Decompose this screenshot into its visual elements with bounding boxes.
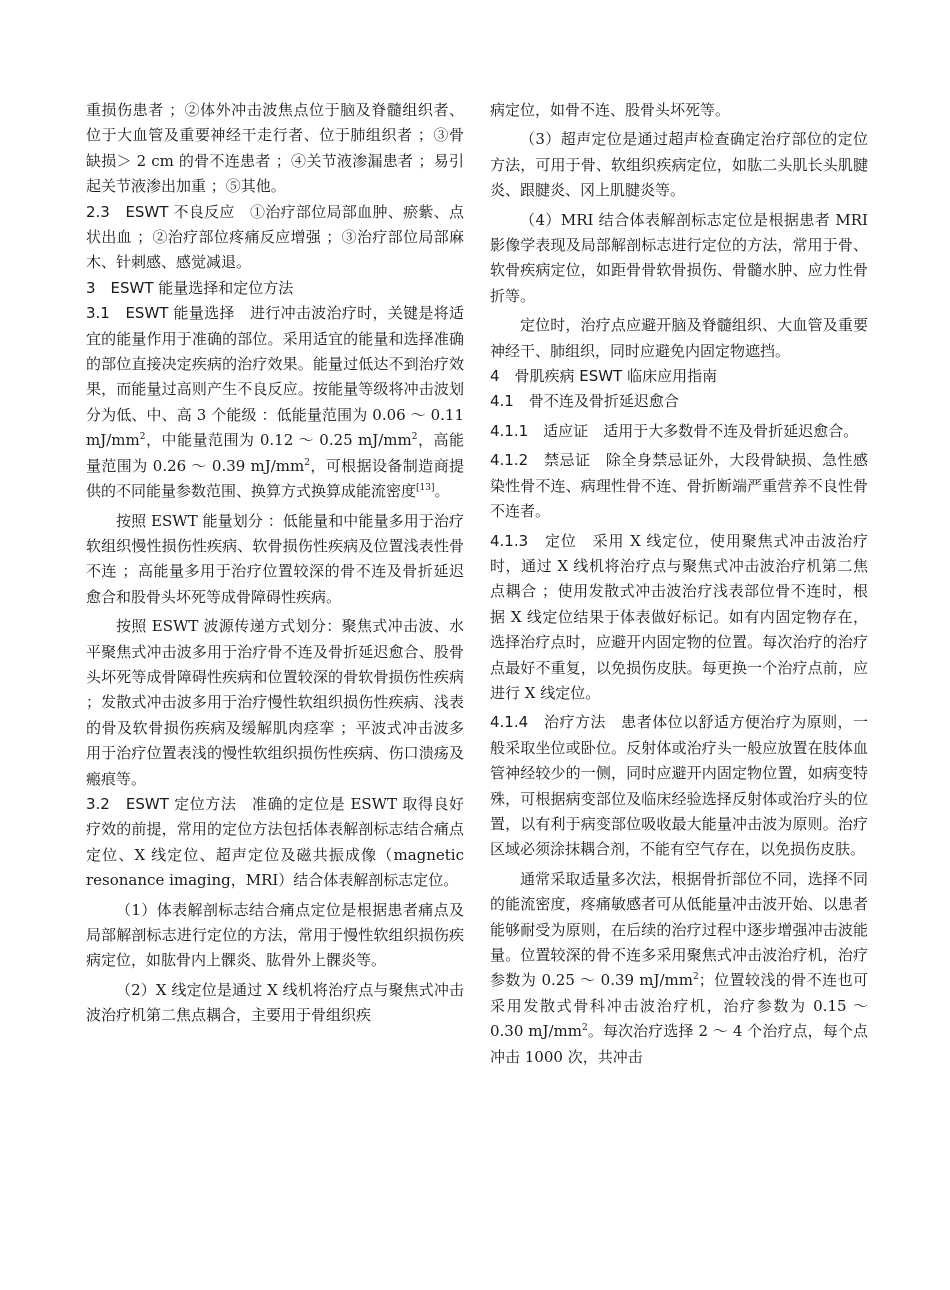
location-method-1: （1）体表解剖标志结合痛点定位是根据患者痛点及局部解剖标志进行定位的方法，常用于慢性软组织损伤疾病定位，如肱骨内上髁炎、肱骨外上髁炎等。 <box>86 900 464 970</box>
section-4-1-4-label: 4.1.4 治疗方法 <box>490 713 606 732</box>
right-column <box>490 98 868 1070</box>
section-3-2-label: 3.2 ESWT 定位方法 <box>86 794 237 813</box>
section-3-heading: 3 ESWT 能量选择和定位方法 <box>86 278 294 297</box>
section-4-1-1 <box>490 419 868 444</box>
section-4-1-1-label: 4.1.1 适应证 <box>490 421 589 440</box>
wave-source-paragraph: 按照 ESWT 波源传递方式划分：聚焦式冲击波、水平聚焦式冲击波多用于治疗骨不连及骨折延迟愈合、股骨头坏死等成骨障碍性疾病和位置较深的骨软骨损伤性疾病 ；发散式冲击波多用于治疗慢性软组织损伤性疾病、浅表的骨及软骨损伤疾病及缓解肌肉痉挛 ；平波式冲击波多用于治疗位置表浅的慢性软组织损伤性疾病、伤口溃疡及瘢痕等。 <box>86 617 464 788</box>
section-4-1-3-text: 采用 X 线定位，使用聚焦式冲击波治疗时，通过 X 线机将治疗点与聚焦式冲击波治疗机第二焦点耦合 ；使用发散式冲击波治疗浅表部位骨不连时，根据 X 线定位结果于体表做好标记。如有内固定物存在，选择治疗点时，应避开内固定物的位置。每次治疗的治疗点最好不重复，以免损伤皮肤。每更换一个治疗点前，应进行 X 线定位。 <box>490 531 868 702</box>
section-4-heading: 4 骨肌疾病 ESWT 临床应用指南 <box>490 367 718 386</box>
section-4-1-4 <box>490 710 868 862</box>
section-2-3-label: 2.3 ESWT 不良反应 <box>86 202 235 221</box>
section-3-1-text-d: ，可根据设备制造商提供的不同能量参数范围、换算方式换算成能流密度 <box>86 456 464 501</box>
section-4-1-4-text: 患者体位以舒适方便治疗为原则，一般采取坐位或卧位。反射体或治疗头一般应放置在肢体血管神经较少的一侧，同时应避开内固定物位置，如病变特殊，可根据病变部位及临床经验选择反射体或治疗头的位置，以有利于病变部位吸收最大能量冲击波为原则。治疗区域必须涂抹耦合剂，不能有空气存在，以免损伤皮肤。 <box>490 713 868 859</box>
section-3-1-text-b: ，中能量范围为 0.12 ～ 0.25 mJ/mm <box>145 431 412 450</box>
energy-division-paragraph: 按照 ESWT 能量划分 ：低能量和中能量多用于治疗软组织慢性损伤性疾病、软骨损伤性疾病及位置浅表性骨不连 ；高能量多用于治疗位置较深的骨不连及骨折延迟愈合和股骨头坏死等成骨障碍性疾病。 <box>86 511 464 606</box>
citation-13: [13] <box>416 483 435 494</box>
dosage-paragraph <box>490 867 868 1070</box>
location-method-2-continued: 病定位，如骨不连、股骨头坏死等。 <box>490 101 731 119</box>
left-column <box>86 98 464 1029</box>
superscript-2: 2 <box>411 432 418 443</box>
dosage-text-b: ；位置较浅的骨不连也可采用发散式骨科冲击波治疗机，治疗参数为 0.15 ～ 0.30 mJ/mm <box>490 971 868 1041</box>
section-3-1-text-a: 进行冲击波治疗时，关键是将适宜的能量作用于准确的部位。采用适宜的能量和选择准确的部位直接决定疾病的治疗效果。能量过低达不到治疗效果，而能量过高则产生不良反应。按能量等级将冲击波划分为低、中、高 3 个能级 ：低能量范围为 0.06 ～ 0.11 mJ/mm <box>86 304 464 450</box>
superscript-2: 2 <box>304 457 310 468</box>
section-3-2 <box>86 792 464 894</box>
location-method-4: （4）MRI 结合体表解剖标志定位是根据患者 MRI 影像学表现及局部解剖标志进行定位的方法，常用于骨、软骨疾病定位，如距骨骨软骨损伤、骨髓水肿、应力性骨折等。 <box>490 210 868 305</box>
section-4-1-3-label: 4.1.3 定位 <box>490 531 577 550</box>
section-2-3 <box>86 200 464 276</box>
section-4-1-1-text: 适用于大多数骨不连及骨折延迟愈合。 <box>603 421 859 440</box>
section-4-1-2-label: 4.1.2 禁忌证 <box>490 451 591 470</box>
section-4-1-3 <box>490 529 868 707</box>
location-method-2: （2）X 线定位是通过 X 线机将治疗点与聚焦式冲击波治疗机第二焦点耦合，主要用于骨组织疾 <box>86 980 464 1025</box>
contraindication-continued: 重损伤患者 ；②体外冲击波焦点位于脑及脊髓组织者、位于大血管及重要神经干走行者、位于肺组织者 ；③骨缺损＞ 2 cm 的骨不连患者 ；④关节液渗漏患者 ；易引起关节液渗出加重 ；⑤其他。 <box>86 101 464 196</box>
section-3-1-text-e: 。 <box>434 482 450 501</box>
superscript-2: 2 <box>582 1023 588 1034</box>
location-method-3: （3）超声定位是通过超声检查确定治疗部位的定位方法，可用于骨、软组织疾病定位，如肱二头肌长头肌腱炎、跟腱炎、冈上肌腱炎等。 <box>490 130 868 200</box>
superscript-2: 2 <box>139 432 146 443</box>
dosage-text-c: 。每次治疗选择 2 ～ 4 个治疗点，每个点冲击 1000 次，共冲击 <box>490 1022 868 1066</box>
dosage-text-a: 通常采取适量多次法，根据骨折部位不同，选择不同的能流密度，疼痛敏感者可从低能量冲击波开始、以患者能够耐受为原则，在后续的治疗过程中逐步增强冲击波能量。位置较深的骨不连多采用聚焦式冲击波治疗机，治疗参数为 0.25 ～ 0.39 mJ/mm <box>490 869 868 990</box>
section-3-1 <box>86 301 464 504</box>
section-3-1-text-c: ，高能量范围为 0.26 ～ 0.39 mJ/mm <box>86 431 464 475</box>
location-note: 定位时，治疗点应避开脑及脊髓组织、大血管及重要神经干、肺组织，同时应避免内固定物遮挡。 <box>490 316 868 360</box>
superscript-2: 2 <box>693 972 699 983</box>
section-4-1-2 <box>490 448 868 524</box>
section-3-1-label: 3.1 ESWT 能量选择 <box>86 304 235 323</box>
section-4-1-2-text: 除全身禁忌证外，大段骨缺损、急性感染性骨不连、病理性骨不连、骨折断端严重营养不良性骨不连者。 <box>490 451 868 521</box>
section-3-2-text: 准确的定位是 ESWT 取得良好疗效的前提，常用的定位方法包括体表解剖标志结合痛点定位、X 线定位、超声定位及磁共振成像（magnetic resonance imaging，MRI）结合体表解剖标志定位。 <box>86 794 464 890</box>
section-2-3-text: ①治疗部位局部血肿、瘀紫、点状出血 ；②治疗部位疼痛反应增强 ；③治疗部位局部麻木、针刺感、感觉减退。 <box>86 202 464 272</box>
section-4-1-heading: 4.1 骨不连及骨折延迟愈合 <box>490 392 679 411</box>
